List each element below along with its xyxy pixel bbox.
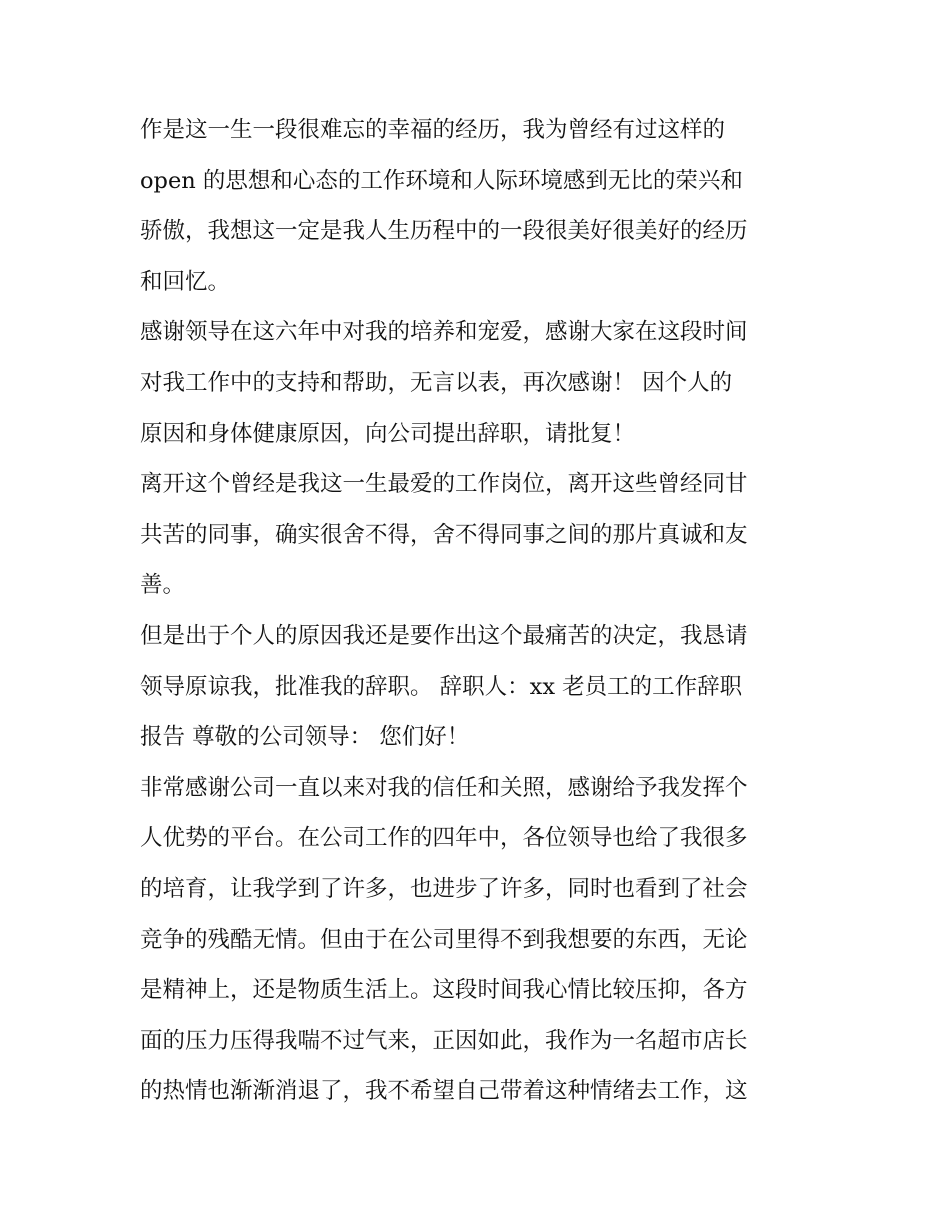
text-line: 离开这个曾经是我这一生最爱的工作岗位，离开这些曾经同甘 (140, 471, 748, 498)
text-line: 是精神上，还是物质生活上。这段时间我心情比较压抑，各方 (140, 977, 748, 1004)
text-line: 领导原谅我，批准我的辞职。 辞职人：xx 老员工的工作辞职 (140, 673, 743, 700)
text-line: 感谢领导在这六年中对我的培养和宠爱，感谢大家在这段时间 (140, 319, 748, 346)
text-line: 非常感谢公司一直以来对我的信任和关照，感谢给予我发挥个 (140, 774, 748, 801)
document-body (140, 105, 820, 1117)
text-line: 和回忆。 (140, 268, 231, 295)
text-line: 作是这一生一段很难忘的幸福的经历，我为曾经有过这样的 (140, 117, 726, 143)
text-line: 人优势的平台。在公司工作的四年中，各位领导也给了我很多 (140, 825, 748, 852)
text-line: 竞争的残酷无情。但由于在公司里得不到我想要的东西，无论 (140, 926, 748, 953)
text-line: 共苦的同事，确实很舍不得，舍不得同事之间的那片真诚和友 (140, 521, 748, 548)
text-line: 面的压力压得我喘不过气来，正因如此，我作为一名超市店长 (140, 1027, 748, 1054)
text-line: 善。 (140, 572, 186, 599)
text-line: 报告 尊敬的公司领导： 您们好！ (140, 724, 470, 751)
text-line: 骄傲，我想这一定是我人生历程中的一段很美好很美好的经历 (140, 218, 748, 245)
text-line: 但是出于个人的原因我还是要作出这个最痛苦的决定，我恳请 (140, 622, 748, 649)
text-line: 的热情也渐渐消退了，我不希望自己带着这种情绪去工作，这 (140, 1078, 748, 1105)
text-line: open 的思想和心态的工作环境和人际环境感到无比的荣兴和 (140, 167, 743, 194)
text-line: 对我工作中的支持和帮助，无言以表，再次感谢！ 因个人的 (140, 369, 733, 396)
text-line: 的培育，让我学到了许多，也进步了许多，同时也看到了社会 (140, 875, 748, 902)
text-line: 原因和身体健康原因，向公司提出辞职，请批复！ (140, 420, 636, 447)
